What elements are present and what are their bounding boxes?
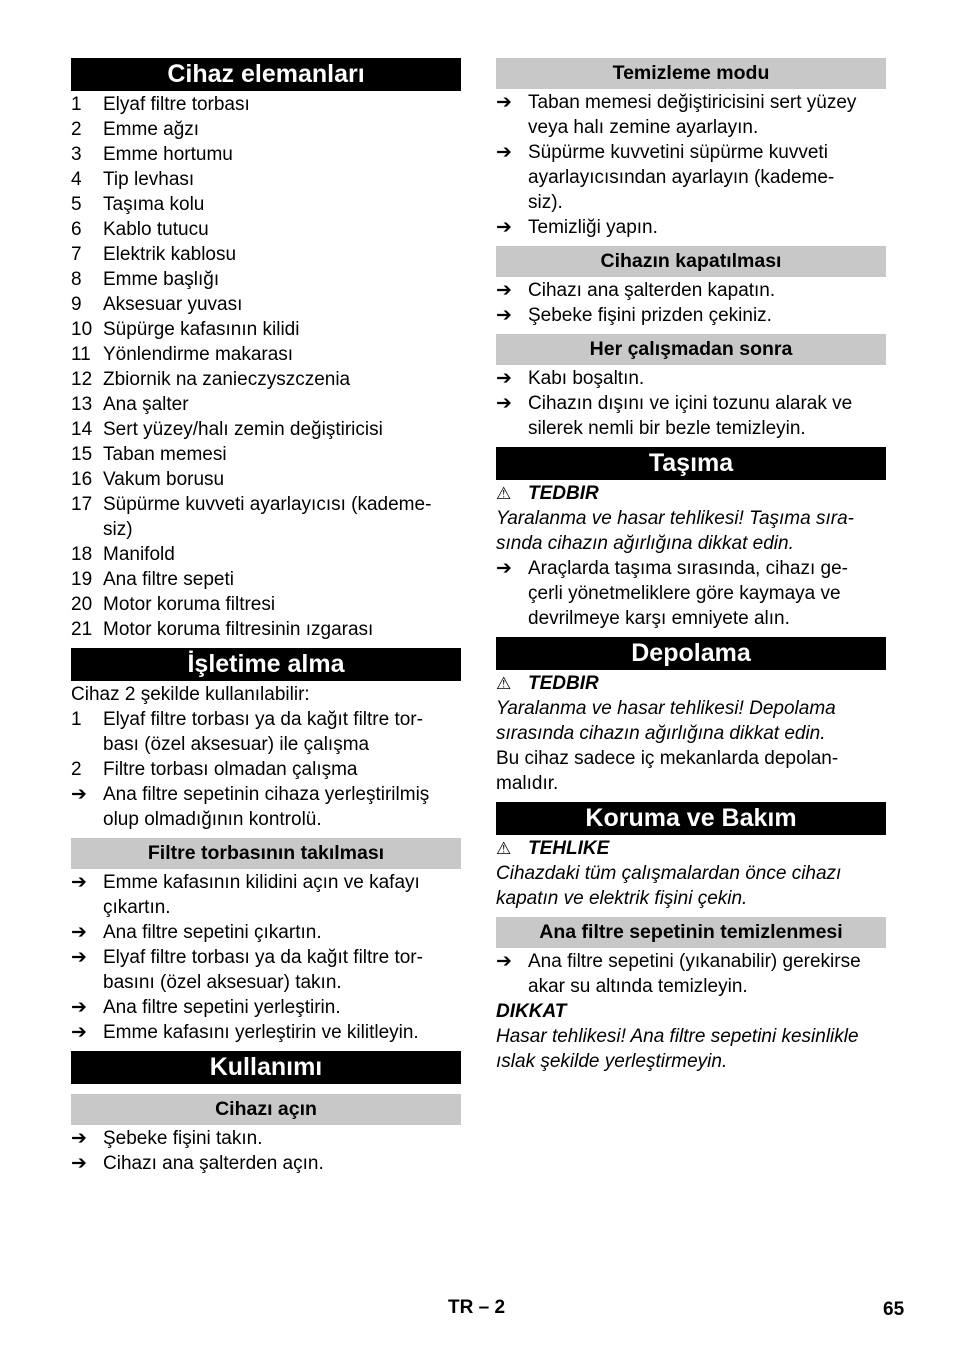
list-item-text: Aksesuar yuvası [103,294,243,315]
power-on-steps [71,1126,461,1176]
arrow-icon: ➔ [71,947,87,968]
list-item-text: Emme başlığı [103,269,220,290]
list-item-number: 18 [71,544,93,565]
list-item-text: Elektrik kablosu [103,244,237,265]
list-item [71,617,461,642]
list-item-number: 7 [71,244,82,265]
startup-list [71,707,461,782]
care-warning-label: TEHLIKE [528,838,610,859]
list-item-number: 6 [71,219,82,240]
arrow-icon: ➔ [71,1128,87,1149]
list-item [71,707,461,757]
list-item [71,117,461,142]
list-item [71,1020,461,1045]
warning-icon: ⚠ [496,484,512,503]
list-item [71,217,461,242]
list-item-text: Ana şalter [103,394,189,415]
arrow-icon: ➔ [496,368,512,389]
arrow-icon: ➔ [71,784,87,805]
list-item [71,367,461,392]
list-item-text: Sert yüzey/halı zemin değiştiricisi [103,419,383,440]
heading-basket-cleaning: Ana filtre sepetinin temizlenmesi [496,917,886,948]
arrow-icon: ➔ [496,92,512,113]
list-item [71,567,461,592]
list-item-text: Vakum borusu [103,469,225,490]
list-item-text: Emme hortumu [103,144,233,165]
list-item-number: 14 [71,419,93,440]
heading-usage: Kullanımı [71,1051,461,1084]
list-item [71,1126,461,1151]
arrow-icon: ➔ [496,280,512,301]
basket-caution-text: Hasar tehlikesi! Ana filtre sepetini kesinlikle ıslak şekilde yerleştirmeyin. [496,1026,859,1072]
list-item-number: 9 [71,294,82,315]
heading-shutdown: Cihazın kapatılması [496,246,886,277]
list-item [71,267,461,292]
list-item-text: Kabı boşaltın. [528,368,645,389]
basket-steps [496,949,886,999]
list-item-text: Elyaf filtre torbası [103,94,250,115]
list-item-text: Şebeke fişini takın. [103,1128,263,1149]
care-warning-text: Cihazdaki tüm çalışmalardan önce cihazı kapatın ve elektrik fişini çekin. [496,863,842,909]
list-item-text: Tip levhası [103,169,195,190]
list-item-number: 4 [71,169,82,190]
list-item-text: Ana filtre sepetinin cihaza yerleştirilmiş olup olmadığının kontrolü. [103,784,430,830]
list-item [71,342,461,367]
list-item-number: 12 [71,369,93,390]
list-item [71,392,461,417]
list-item-number: 2 [71,759,82,780]
list-item [71,995,461,1020]
list-item-text: Elyaf filtre torbası ya da kağıt filtre tor- basını (özel aksesuar) takın. [103,947,423,993]
heading-startup: İşletime alma [71,648,461,681]
arrow-icon: ➔ [496,951,512,972]
shutdown-steps [496,278,886,328]
list-item [71,292,461,317]
list-item-text: Süpürme kuvveti ayarlayıcısı (kademe- siz) [103,494,432,540]
filter-steps [71,870,461,1045]
list-item-number: 21 [71,619,93,640]
list-item-text: Cihazın dışını ve içini tozunu alarak ve silerek nemli bir bezle temizleyin. [528,393,853,439]
transport-warning [496,481,886,506]
right-column [496,58,886,1074]
arrow-icon: ➔ [71,997,87,1018]
startup-steps [71,782,461,832]
list-item-number: 19 [71,569,93,590]
footer-language-page: TR – 2 [448,1297,506,1318]
list-item-text: Temizliği yapın. [528,217,658,238]
list-item-number: 20 [71,594,93,615]
list-item-number: 11 [71,344,91,365]
list-item-text: Taban memesi değiştiricisini sert yüzey veya halı zemine ayarlayın. [528,92,857,138]
list-item-text: Süpürge kafasının kilidi [103,319,300,340]
list-item [71,167,461,192]
storage-warning-text: Yaralanma ve hasar tehlikesi! Depolama sırasında cihazın ağırlığına dikkat edin. [496,698,836,744]
list-item [71,142,461,167]
list-item-text: Emme kafasını yerleştirin ve kilitleyin. [103,1022,419,1043]
basket-caution-label: DIKKAT [496,1001,567,1022]
list-item [496,140,886,215]
list-item-text: Zbiornik na zanieczyszczenia [103,369,351,390]
list-item-text: Taşıma kolu [103,194,205,215]
arrow-icon: ➔ [71,922,87,943]
left-column [71,58,461,1176]
list-item [71,945,461,995]
startup-intro: Cihaz 2 şekilde kullanılabilir: [71,684,310,705]
heading-storage: Depolama [496,637,886,670]
list-item [496,366,886,391]
list-item-text: Ana filtre sepetini (yıkanabilir) gerekirse akar su altında temizleyin. [528,951,861,997]
list-item-text: Ana filtre sepeti [103,569,234,590]
list-item-text: Süpürme kuvvetini süpürme kuvveti ayarlayıcısından ayarlayın (kademe- siz). [528,142,835,213]
care-warning [496,836,886,861]
list-item-text: Emme kafasının kilidini açın ve kafayı çıkartın. [103,872,420,918]
list-item-number: 1 [71,709,82,730]
list-item-number: 8 [71,269,82,290]
arrow-icon: ➔ [71,872,87,893]
list-item [71,417,461,442]
transport-warning-text: Yaralanma ve hasar tehlikesi! Taşıma sıra- sında cihazın ağırlığına dikkat edin. [496,508,854,554]
list-item [71,192,461,217]
list-item-number: 2 [71,119,82,140]
list-item [71,870,461,920]
list-item-text: Ana filtre sepetini yerleştirin. [103,997,341,1018]
heading-after-work: Her çalışmadan sonra [496,334,886,365]
list-item-text: Taban memesi [103,444,227,465]
list-item [496,90,886,140]
arrow-icon: ➔ [496,217,512,238]
list-item-text: Emme ağzı [103,119,200,140]
after-steps [496,366,886,441]
arrow-icon: ➔ [496,142,512,163]
list-item [71,1151,461,1176]
list-item-text: Cihazı ana şalterden kapatın. [528,280,776,301]
transport-steps [496,556,886,631]
list-item [496,303,886,328]
list-item [71,542,461,567]
storage-warning-label: TEDBIR [528,673,599,694]
list-item-number: 3 [71,144,82,165]
list-item-text: Yönlendirme makarası [103,344,294,365]
transport-warning-label: TEDBIR [528,483,599,504]
heading-cleaning-mode: Temizleme modu [496,58,886,89]
list-item [71,757,461,782]
list-item [71,317,461,342]
list-item-text: Manifold [103,544,175,565]
arrow-icon: ➔ [496,393,512,414]
heading-components: Cihaz elemanları [71,58,461,91]
list-item-text: Araçlarda taşıma sırasında, cihazı ge- çerli yönetmeliklere göre kaymaya ve devrilmeye karşı emniyete alın. [528,558,848,629]
storage-warning [496,671,886,696]
list-item-number: 10 [71,319,93,340]
list-item-number: 15 [71,444,93,465]
list-item [496,949,886,999]
basket-caution [496,999,886,1024]
arrow-icon: ➔ [71,1022,87,1043]
page-number: 65 [883,1299,905,1320]
list-item [496,278,886,303]
list-item [496,215,886,240]
heading-power-on: Cihazı açın [71,1094,461,1125]
list-item-number: 5 [71,194,82,215]
list-item [71,242,461,267]
list-item [71,442,461,467]
storage-text: Bu cihaz sadece iç mekanlarda depolan- malıdır. [496,748,839,794]
warning-icon: ⚠ [496,839,512,858]
list-item [71,592,461,617]
list-item [71,920,461,945]
list-item-text: Motor koruma filtresinin ızgarası [103,619,374,640]
list-item-text: Motor koruma filtresi [103,594,276,615]
list-item-text: Filtre torbası olmadan çalışma [103,759,358,780]
arrow-icon: ➔ [71,1153,87,1174]
list-item-text: Şebeke fişini prizden çekiniz. [528,305,772,326]
list-item-text: Ana filtre sepetini çıkartın. [103,922,322,943]
cleaning-steps [496,90,886,240]
list-item-number: 13 [71,394,93,415]
list-item-text: Cihazı ana şalterden açın. [103,1153,324,1174]
list-item-number: 17 [71,494,93,515]
list-item [71,782,461,832]
components-list [71,92,461,642]
list-item [496,391,886,441]
list-item [71,92,461,117]
arrow-icon: ➔ [496,305,512,326]
list-item-text: Elyaf filtre torbası ya da kağıt filtre tor- bası (özel aksesuar) ile çalışma [103,709,423,755]
heading-care: Koruma ve Bakım [496,802,886,835]
heading-filter-bag: Filtre torbasının takılması [71,838,461,869]
list-item [496,556,886,631]
list-item-number: 1 [71,94,82,115]
list-item [71,467,461,492]
list-item-text: Kablo tutucu [103,219,209,240]
heading-transport: Taşıma [496,447,886,480]
list-item [71,492,461,542]
warning-icon: ⚠ [496,674,512,693]
arrow-icon: ➔ [496,558,512,579]
list-item-number: 16 [71,469,93,490]
